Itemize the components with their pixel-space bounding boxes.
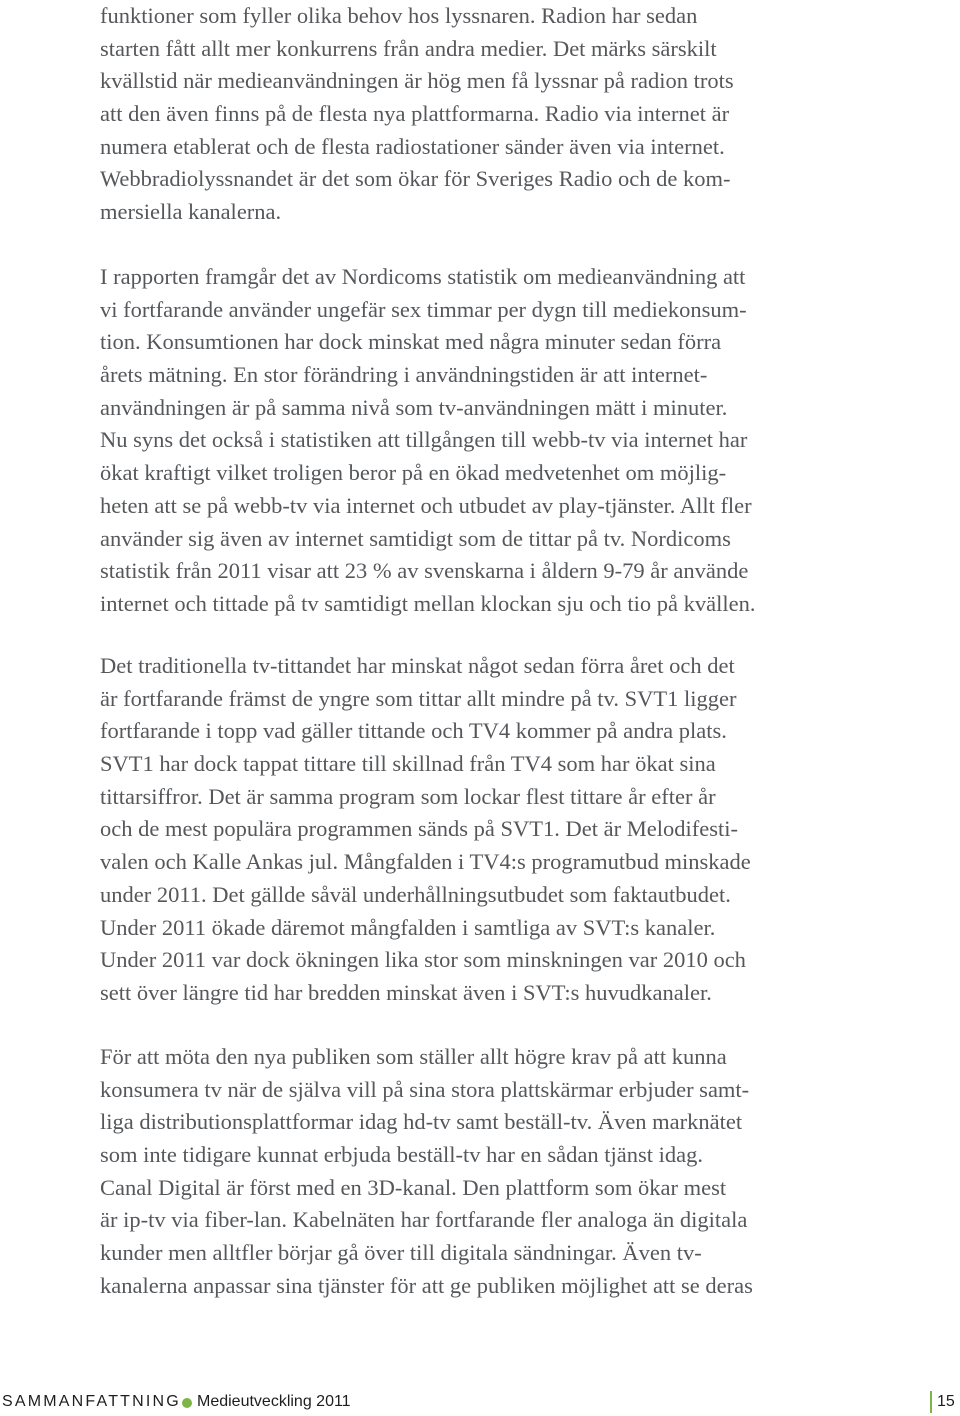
text-line: kunder men alltfler börjar gå över till digitala sändningar. Även tv- [100,1240,702,1266]
text-line: som inte tidigare kunnat erbjuda beställ-tv har en sådan tjänst idag. [100,1142,703,1168]
text-line: Webbradiolyssnandet är det som ökar för Sveriges Radio och de kom- [100,166,731,192]
footer-bullet-icon [182,1398,192,1408]
text-line: Under 2011 var dock ökningen lika stor som minskningen var 2010 och [100,947,746,973]
text-line: ökat kraftigt vilket troligen beror på en ökad medvetenhet om möjlig- [100,460,727,486]
text-line: använder sig även av internet samtidigt som de tittar på tv. Nordicoms [100,525,731,551]
text-line: För att möta den nya publiken som ställer allt högre krav på att kunna [100,1044,727,1069]
page-footer [0,1388,960,1416]
text-line: SVT1 har dock tappat tittare till skillnad från TV4 som har ökat sina [100,751,716,777]
text-line: Nu syns det också i statistiken att tillgången till webb-tv via internet har [100,427,748,453]
text-line: internet och tittade på tv samtidigt mellan klockan sju och tio på kvällen. [100,590,756,616]
text-line: är fortfarande främst de yngre som tittar allt mindre på tv. SVT1 ligger [100,685,737,711]
footer-divider [930,1391,932,1413]
text-line: statistik från 2011 visar att 23 % av svenskarna i åldern 9-79 år använde [100,558,749,584]
text-line: under 2011. Det gällde såväl underhållningsutbudet som faktautbudet. [100,881,731,907]
text-line: I rapporten framgår det av Nordicoms statistik om medieanvändning att [100,264,746,289]
text-line: att den även finns på de flesta nya plattformarna. Radio via internet är [100,101,730,127]
text-line: liga distributionsplattformar idag hd-tv samt beställ-tv. Även marknätet [100,1109,743,1135]
text-line: årets mätning. En stor förändring i användningstiden är att internet- [100,362,708,388]
footer-section-title: SAMMANFATTNING [2,1393,181,1410]
paragraph [100,261,755,621]
text-line: kvällstid när medieanvändningen är hög men få lyssnar på radion trots [100,68,734,94]
text-line: tittarsiffror. Det är samma program som lockar flest tittare år efter år [100,783,716,809]
text-line: är ip-tv via fiber-lan. Kabelnäten har fortfarande fler analoga än digitala [100,1207,748,1233]
text-line: heten att se på webb-tv via internet och utbudet av play-tjänster. Allt fler [100,492,752,518]
text-line: sett över längre tid har bredden minskat även i SVT:s huvudkanaler. [100,979,712,1005]
text-line: konsumera tv när de själva vill på sina stora plattskärmar erbjuder samt- [100,1076,750,1102]
page-number: 15 [937,1393,955,1410]
text-line: och de mest populära programmen sänds på SVT1. Det är Melodifesti- [100,816,738,842]
footer-publication-title: Medieutveckling 2011 [197,1393,351,1410]
paragraph [100,0,734,229]
text-line: fortfarande i topp vad gäller tittande och TV4 kommer på andra plats. [100,718,727,744]
text-line: kanalerna anpassar sina tjänster för att ge publiken möjlighet att se deras [100,1272,753,1298]
paragraph [100,650,751,1010]
text-line: Under 2011 ökade däremot mångfalden i samtliga av SVT:s kanaler. [100,914,716,940]
text-line: användningen är på samma nivå som tv-användningen mätt i minuter. [100,394,728,420]
text-line: Det traditionella tv-tittandet har minskat något sedan förra året och det [100,653,735,678]
text-line: tion. Konsumtionen har dock minskat med några minuter sedan förra [100,329,722,355]
text-line: vi fortfarande använder ungefär sex timmar per dygn till mediekonsum- [100,296,747,322]
text-line: mersiella kanalerna. [100,199,282,225]
text-line: numera etablerat och de flesta radiostationer sänder även via internet. [100,133,725,159]
text-line: Canal Digital är först med en 3D-kanal. Den plattform som ökar mest [100,1174,727,1200]
text-line: valen och Kalle Ankas jul. Mångfalden i TV4:s programutbud minskade [100,849,751,875]
text-line: funktioner som fyller olika behov hos lyssnaren. Radion har sedan [100,3,698,28]
text-line: starten fått allt mer konkurrens från andra medier. Det märks särskilt [100,35,717,61]
paragraph [100,1041,753,1303]
